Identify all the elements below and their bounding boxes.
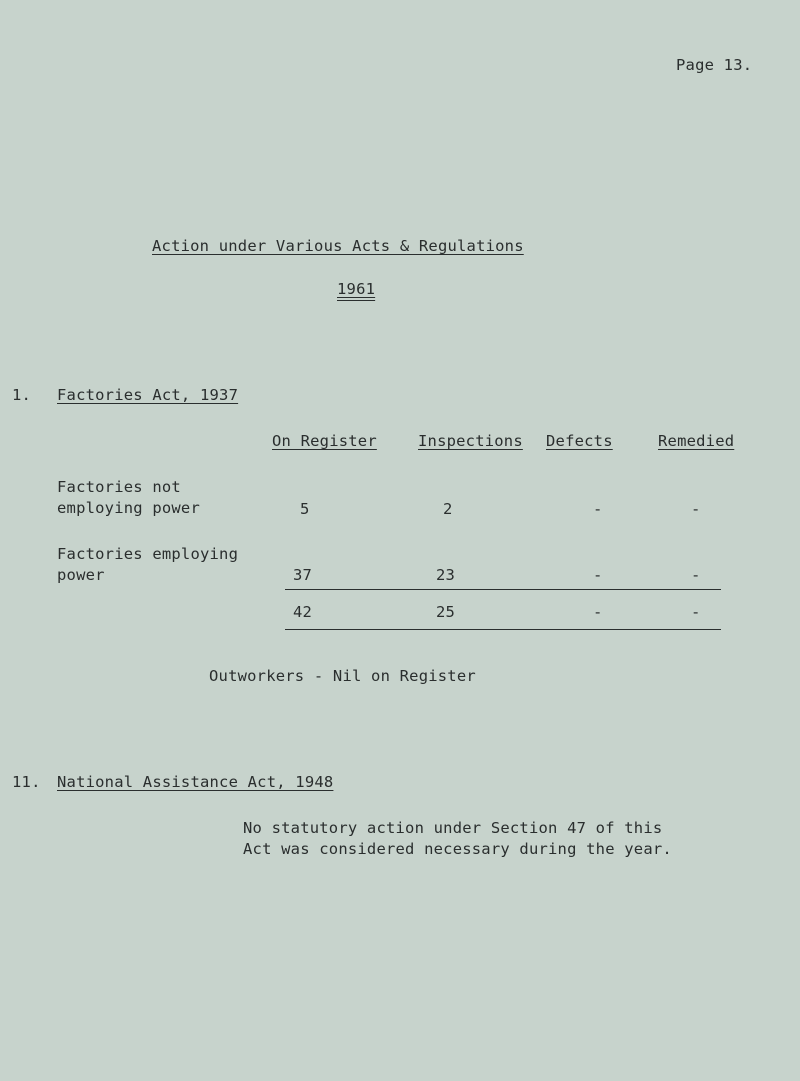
col-header-defects: Defects — [546, 432, 613, 450]
total-defects: - — [593, 603, 603, 621]
body-text-line: Act was considered necessary during the year. — [243, 840, 672, 858]
cell-on-register: 37 — [293, 566, 313, 584]
page-title: Action under Various Acts & Regulations — [152, 237, 524, 255]
cell-inspections: 23 — [436, 566, 456, 584]
total-on-register: 42 — [293, 603, 313, 621]
section-heading: National Assistance Act, 1948 — [57, 773, 334, 791]
col-header-remedied: Remedied — [658, 432, 735, 450]
cell-remedied: - — [691, 500, 701, 518]
outworkers-note: Outworkers - Nil on Register — [209, 667, 476, 685]
col-header-on-register: On Register — [272, 432, 377, 450]
section-number: 11. — [12, 773, 41, 791]
total-rule-top — [285, 589, 721, 590]
row-label: employing power — [57, 499, 200, 517]
total-rule-bottom — [285, 629, 721, 630]
row-label: Factories not — [57, 478, 181, 496]
row-label: Factories employing — [57, 545, 239, 563]
cell-on-register: 5 — [300, 500, 310, 518]
section-heading: Factories Act, 1937 — [57, 386, 239, 404]
cell-remedied: - — [691, 566, 701, 584]
cell-inspections: 2 — [443, 500, 453, 518]
report-year: 1961 — [337, 280, 376, 298]
body-text-line: No statutory action under Section 47 of this — [243, 819, 663, 837]
total-remedied: - — [691, 603, 701, 621]
total-inspections: 25 — [436, 603, 456, 621]
row-label: power — [57, 566, 105, 584]
cell-defects: - — [593, 566, 603, 584]
cell-defects: - — [593, 500, 603, 518]
section-number: 1. — [12, 386, 32, 404]
page-number: Page 13. — [676, 56, 753, 74]
col-header-inspections: Inspections — [418, 432, 523, 450]
